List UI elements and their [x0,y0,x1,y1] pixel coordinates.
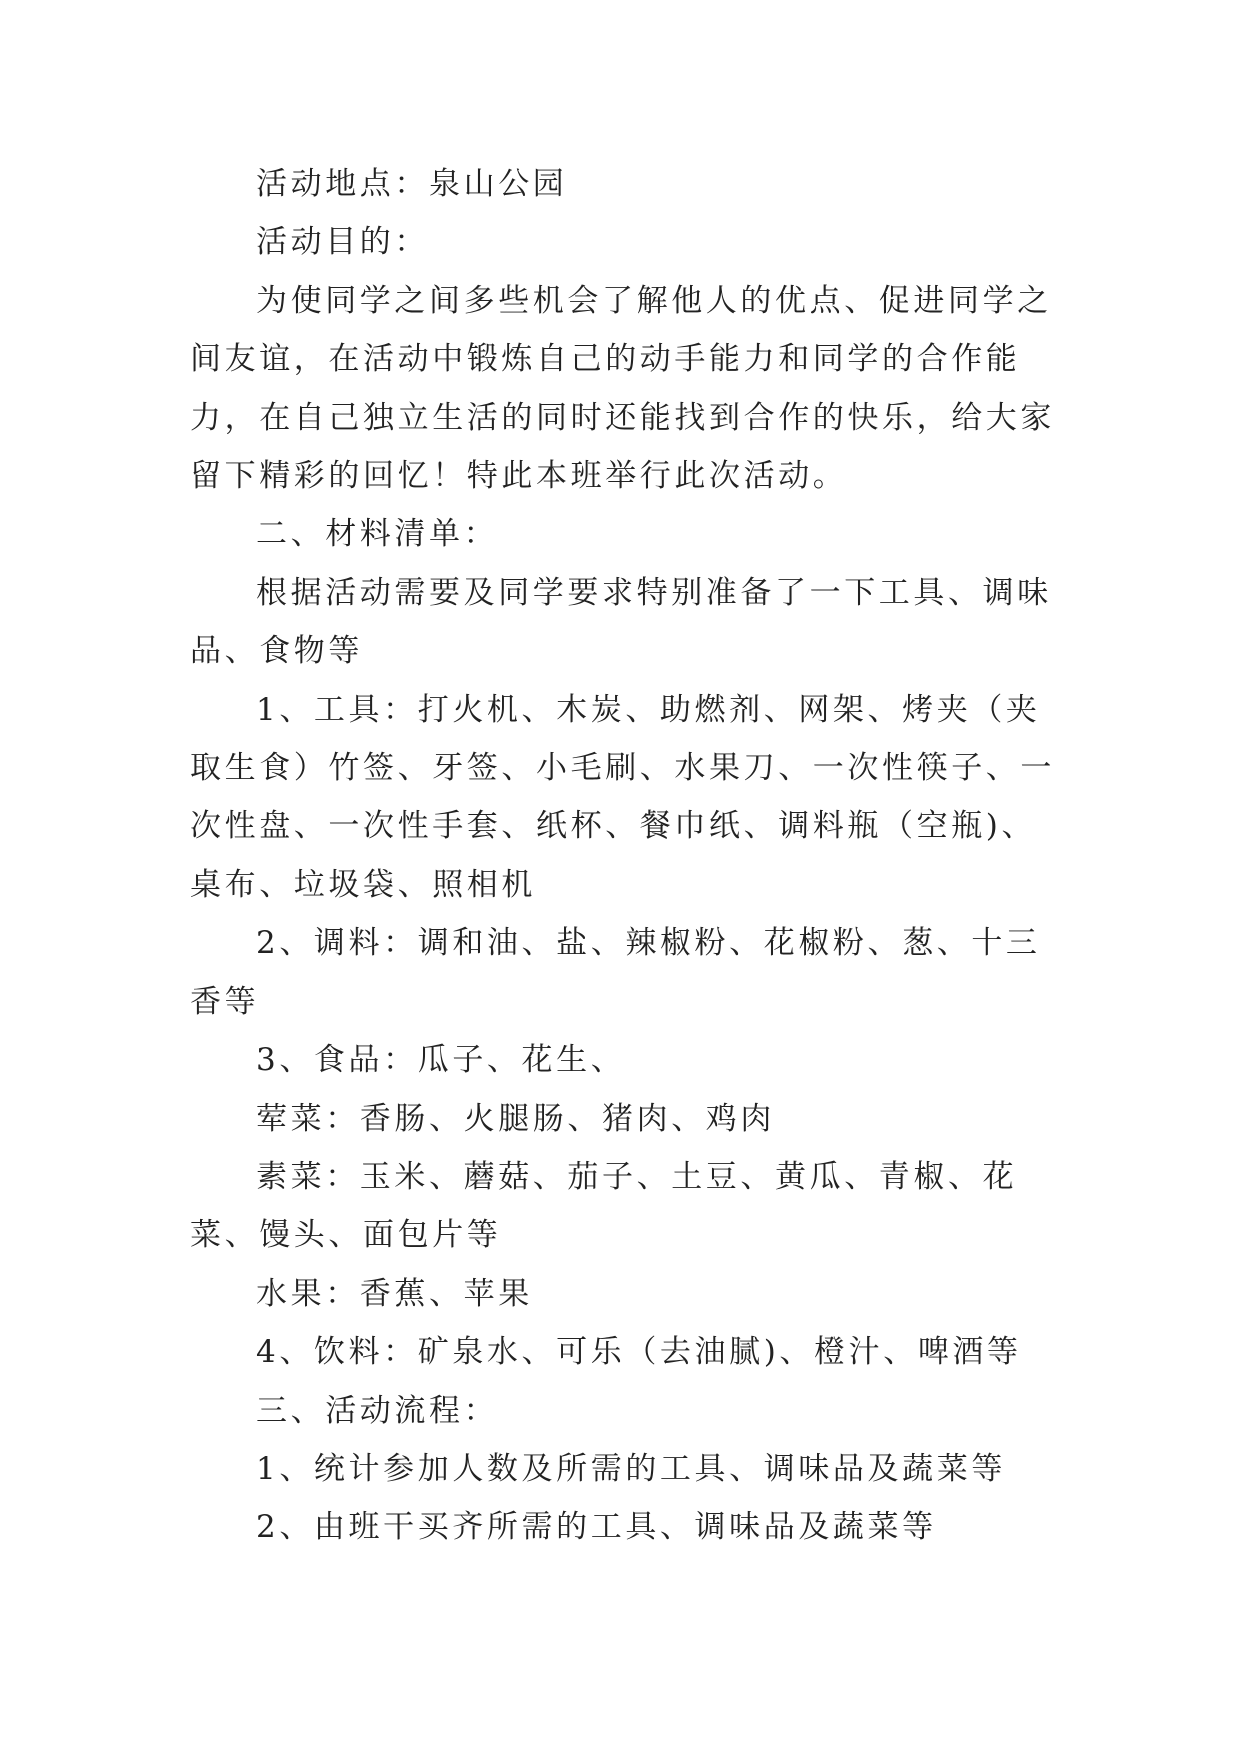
document-body [190,155,1070,1557]
list-item-vegetables: 素菜：玉米、蘑菇、茄子、土豆、黄瓜、青椒、花菜、馒头、面包片等 [190,1158,1018,1254]
list-item-meat: 荤菜：香肠、火腿肠、猪肉、鸡肉 [256,1100,775,1137]
list-item-fruit: 水果：香蕉、苹果 [256,1275,533,1312]
list-item-tools: 1、工具：打火机、木炭、助燃剂、网架、烤夹（夹取生食）竹签、牙签、小毛刷、水果刀、一次性筷子、一次性盘、一次性手套、纸杯、餐巾纸、调料瓶（空瓶)、桌布、垃圾袋、照相机 [190,691,1055,903]
paragraph-materials-intro: 根据活动需要及同学要求特别准备了一下工具、调味品、食物等 [190,574,1052,670]
list-item-seasoning: 2、调料：调和油、盐、辣椒粉、花椒粉、葱、十三香等 [190,925,1041,1020]
list-item-food: 3、食品：瓜子、花生、 [256,1042,626,1079]
list-item-process-1: 1、统计参加人数及所需的工具、调味品及蔬菜等 [256,1450,1006,1487]
paragraph-purpose-heading: 活动目的： [256,224,429,261]
list-item-drinks: 4、饮料：矿泉水、可乐（去油腻)、橙汁、啤酒等 [256,1334,1022,1371]
paragraph-location: 活动地点：泉山公园 [256,166,568,202]
list-item-process-2: 2、由班干买齐所需的工具、调味品及蔬菜等 [256,1509,937,1546]
paragraph-purpose: 为使同学之间多些机会了解他人的优点、促进同学之间友谊，在活动中锻炼自己的动手能力和同学的合作能力，在自己独立生活的同时还能找到合作的快乐，给大家留下精彩的回忆！特此本班举行此次活动。 [190,282,1055,495]
section-heading-process: 三、活动流程： [256,1392,499,1429]
section-heading-materials: 二、材料清单： [256,516,499,553]
